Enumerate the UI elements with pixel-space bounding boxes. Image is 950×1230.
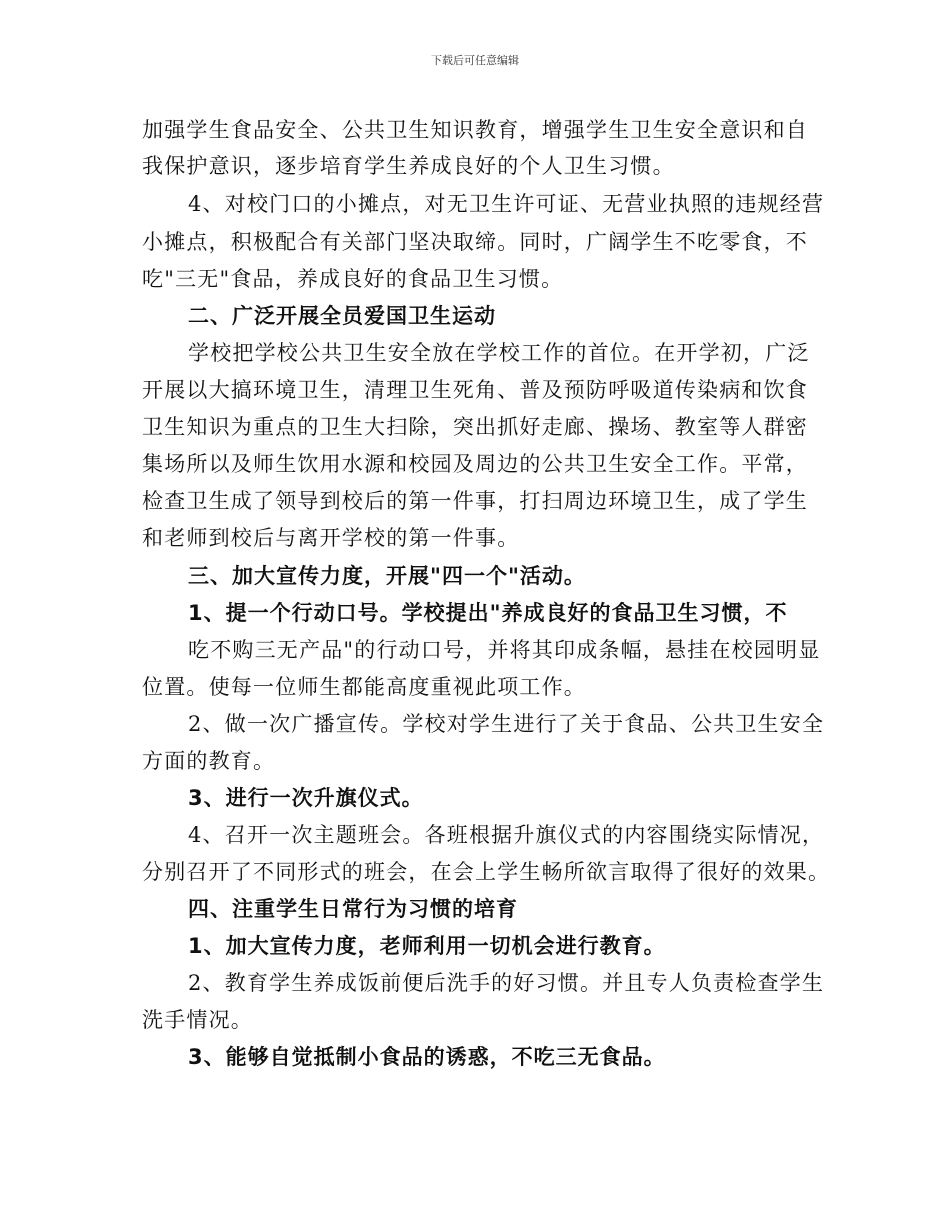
text-line: 小摊点，积极配合有关部门坚决取缔。同时，广阔学生不吃零食，不: [142, 230, 808, 254]
section-heading: 二、广泛开展全员爱国卫生运动: [188, 304, 496, 328]
text-line: 吃不购三无产品"的行动口号，并将其印成条幅，悬挂在校园明显: [188, 638, 821, 662]
text-line: 2、教育学生养成饭前便后洗手的好习惯。并且专人负责检查学生: [188, 971, 825, 995]
text-line: 学校把学校公共卫生安全放在学校工作的首位。在开学初，广泛: [188, 341, 810, 365]
text-line: 我保护意识，逐步培育学生养成良好的个人卫生习惯。: [142, 154, 675, 178]
text-line: 4、召开一次主题班会。各班根据升旗仪式的内容围绕实际情况，: [188, 823, 825, 847]
text-line: 和老师到校后与离开学校的第一件事。: [142, 526, 520, 550]
bold-line: 3、能够自觉抵制小食品的诱惑，不吃三无食品。: [188, 1045, 666, 1069]
text-line: 开展以大搞环境卫生，清理卫生死角、普及预防呼吸道传染病和饮食: [142, 378, 808, 402]
section-heading: 三、加大宣传力度，开展"四一个"活动。: [188, 564, 586, 588]
section-heading: 四、注重学生日常行为习惯的培育: [188, 897, 518, 921]
text-line: 集场所以及师生饮用水源和校园及周边的公共卫生安全工作。平常，: [142, 452, 808, 476]
bold-line: 3、进行一次升旗仪式。: [188, 786, 424, 810]
text-line: 2、做一次广播宣传。学校对学生进行了关于食品、公共卫生安全: [188, 712, 825, 736]
page-header: 下载后可任意编辑: [431, 54, 519, 67]
bold-line: 1、提一个行动口号。学校提出"养成良好的食品卫生习惯，不: [188, 601, 788, 625]
text-line: 检查卫生成了领导到校后的第一件事，打扫周边环境卫生，成了学生: [142, 489, 808, 513]
text-line: 分别召开了不同形式的班会，在会上学生畅所欲言取得了很好的效果。: [142, 860, 831, 884]
text-line: 卫生知识为重点的卫生大扫除，突出抓好走廊、操场、教室等人群密: [142, 415, 808, 439]
text-line: 方面的教育。: [142, 749, 276, 773]
text-line: 吃"三无"食品，养成良好的食品卫生习惯。: [142, 267, 564, 291]
text-line: 4、对校门口的小摊点，对无卫生许可证、无营业执照的违规经营: [188, 192, 825, 216]
text-line: 位置。使每一位师生都能高度重视此项工作。: [142, 675, 586, 699]
text-line: 加强学生食品安全、公共卫生知识教育，增强学生卫生安全意识和自: [142, 118, 808, 142]
text-line: 洗手情况。: [142, 1008, 253, 1032]
bold-line: 1、加大宣传力度，老师利用一切机会进行教育。: [188, 934, 666, 958]
